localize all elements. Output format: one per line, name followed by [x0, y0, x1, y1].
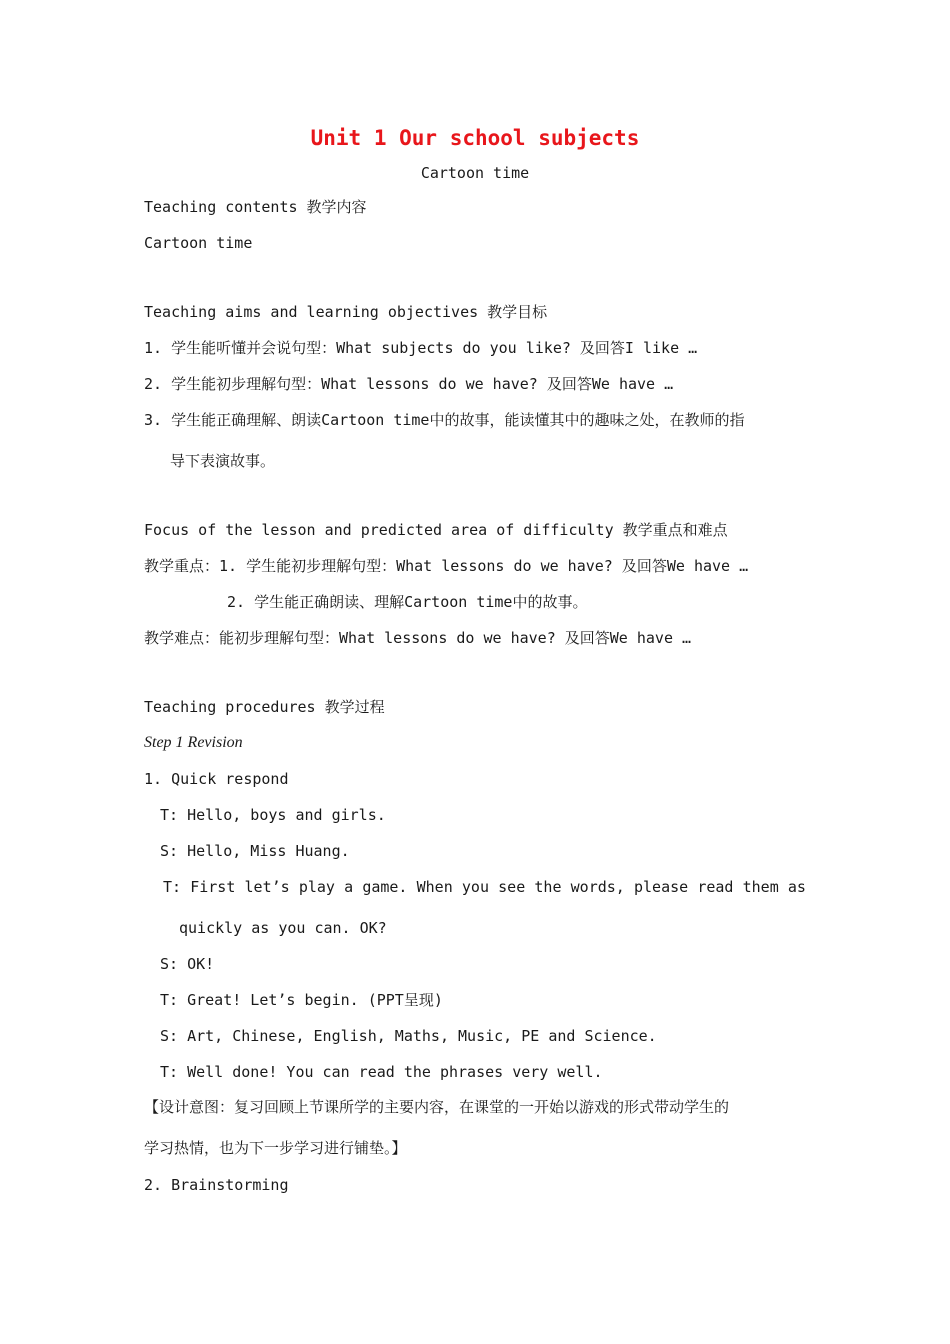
dialogue-word: please [634, 878, 689, 896]
dialogue-word: read [697, 878, 734, 896]
procedures-heading: Teaching procedures 教学过程 [144, 698, 385, 716]
focus-heading: Focus of the lesson and predicted area of difficulty 教学重点和难点 [144, 521, 728, 539]
aims-item-1: 1. 学生能听懂并会说句型：What subjects do you like? 及回答I like … [144, 339, 698, 357]
document-title: Unit 1 Our school subjects [310, 126, 640, 150]
dialogue-line: S: Art, Chinese, English, Maths, Music, PE and Science. [160, 1027, 657, 1045]
document-subtitle: Cartoon time [420, 164, 530, 182]
dialogue-word: When [416, 878, 453, 896]
dialogue-word: play [298, 878, 335, 896]
dialogue-line: S: Hello, Miss Huang. [160, 842, 350, 860]
aims-item-2: 2. 学生能初步理解句型：What lessons do we have? 及回答We have … [144, 375, 674, 393]
dialogue-line: T: Hello, boys and girls. [160, 806, 386, 824]
dialogue-line: S: OK! [160, 955, 215, 973]
aims-heading: Teaching aims and learning objectives 教学目标 [144, 303, 548, 321]
dialogue-word: you [461, 878, 489, 896]
quick-respond-heading: 1. Quick respond [144, 770, 289, 788]
dialogue-word: them [742, 878, 779, 896]
dialogue-word: words, [570, 878, 625, 896]
dialogue-word: as [787, 878, 806, 896]
design-intent-line-1: 【设计意图：复习回顾上节课所学的主要内容，在课堂的一开始以游戏的形式带动学生的 [144, 1098, 730, 1116]
dialogue-word: First [190, 878, 236, 896]
dialogue-word: game. [362, 878, 408, 896]
focus-difficulty: 教学难点：能初步理解句型：What lessons do we have? 及回答We have … [144, 629, 692, 647]
contents-value: Cartoon time [144, 234, 253, 252]
focus-key-line-2: 2. 学生能正确朗读、理解Cartoon time中的故事。 [227, 593, 588, 611]
dialogue-line-continuation: quickly as you can. OK? [179, 919, 387, 937]
dialogue-word: the [534, 878, 562, 896]
dialogue-line: T: Great! Let’s begin. (PPT呈现) [160, 991, 443, 1009]
aims-item-3-line-2: 导下表演故事。 [170, 452, 276, 470]
step-1-heading: Step 1 Revision [144, 734, 243, 751]
dialogue-line: T: Well done! You can read the phrases very well. [160, 1063, 603, 1081]
focus-key-line-1: 教学重点：1. 学生能初步理解句型：What lessons do we have? 及回答We have … [144, 557, 749, 575]
contents-heading: Teaching contents 教学内容 [144, 198, 367, 216]
dialogue-word: let’s [244, 878, 290, 896]
dialogue-word: T: [163, 878, 182, 896]
dialogue-line-justified [163, 877, 806, 897]
dialogue-word: see [498, 878, 526, 896]
dialogue-word: a [344, 878, 354, 896]
design-intent-line-2: 学习热情，也为下一步学习进行铺垫。】 [144, 1139, 407, 1157]
brainstorming-heading: 2. Brainstorming [144, 1176, 289, 1194]
aims-item-3-line-1: 3. 学生能正确理解、朗读Cartoon time中的故事，能读懂其中的趣味之处，在教师的指 [144, 411, 745, 429]
